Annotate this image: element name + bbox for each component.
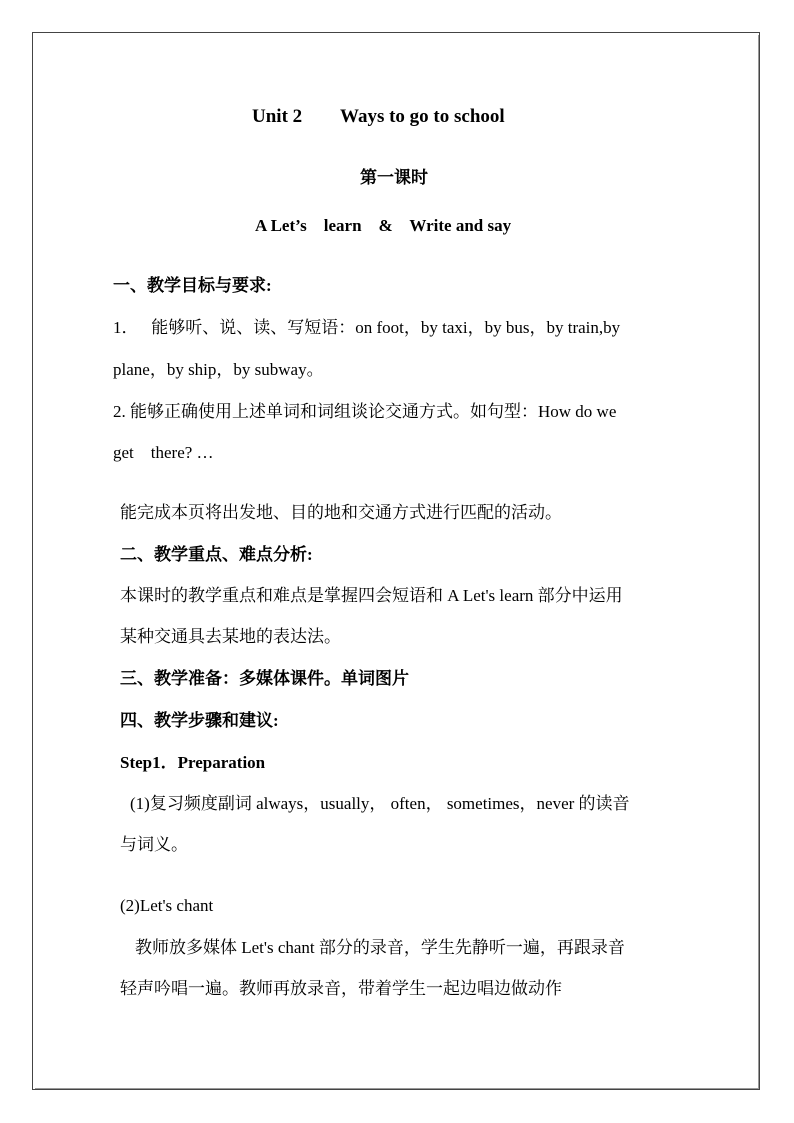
heading-objectives: 一、教学目标与要求: [113, 276, 272, 295]
lesson-label: 第一课时 [360, 168, 428, 187]
heading-preparation: 三、教学准备：多媒体课件。单词图片 [120, 669, 409, 688]
heading-key-points: 二、教学重点、难点分析: [120, 545, 313, 564]
objective-2-line2: get there? … [113, 443, 214, 462]
step1-item2-title: (2)Let's chant [120, 896, 214, 915]
key-points-line2: 某种交通具去某地的表达法。 [120, 627, 341, 646]
objective-1-line1: 1． 能够听、说、读、写短语：on foot，by taxi，by bus，by train,by [113, 318, 621, 337]
objective-1-line2: plane，by ship，by subway。 [113, 360, 324, 379]
section-title: A Let’s learn & Write and say [255, 216, 512, 235]
objective-3: 能完成本页将出发地、目的地和交通方式进行匹配的活动。 [120, 503, 562, 522]
step1-item1-line2: 与词义。 [120, 835, 188, 854]
step1-item2-line2: 轻声吟唱一遍。教师再放录音，带着学生一起边唱边做动作 [120, 979, 562, 998]
title-unit: Unit 2 [252, 106, 303, 127]
key-points-line1: 本课时的教学重点和难点是掌握四会短语和 A Let's learn 部分中运用 [120, 586, 623, 605]
step1-item1-line1: (1)复习频度副词 always，usually， often， sometimes，never 的读音 [130, 794, 630, 813]
title-name: Ways to go to school [340, 106, 505, 127]
heading-steps: 四、教学步骤和建议: [120, 711, 279, 730]
objective-2-line1: 2. 能够正确使用上述单词和词组谈论交通方式。如句型：How do we [113, 402, 617, 421]
step1-title: Step1．Preparation [120, 753, 266, 772]
step1-item2-line1: 教师放多媒体 Let's chant 部分的录音，学生先静听一遍，再跟录音 [135, 938, 625, 957]
